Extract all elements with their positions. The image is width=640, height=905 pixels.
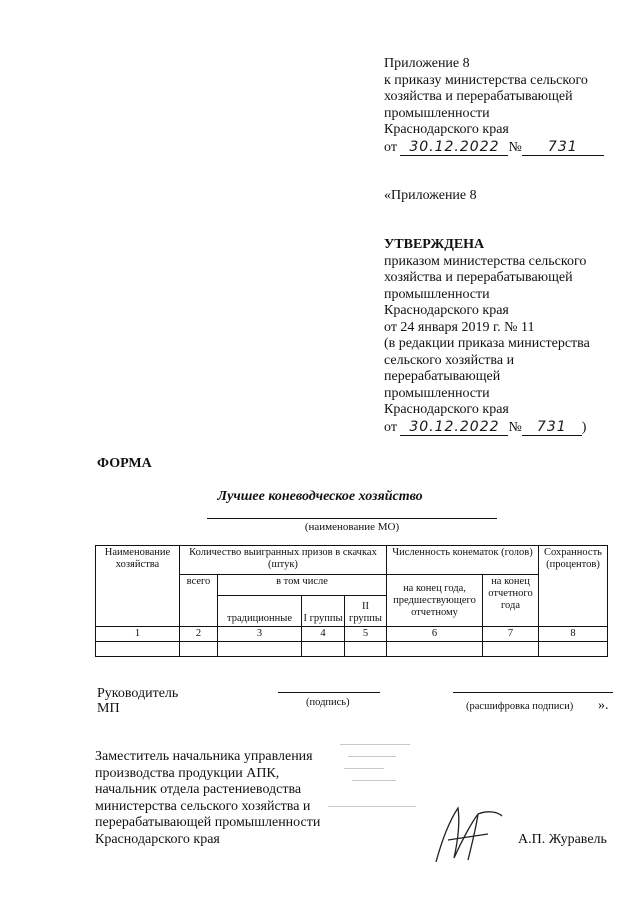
table-cell — [345, 642, 387, 657]
mo-caption: (наименование МО) — [304, 521, 400, 533]
approved-line: (в редакции приказа министерства — [384, 336, 590, 351]
header-herd: Численность конематок (голов) — [387, 546, 539, 575]
appendix-new-line: Краснодарского края — [384, 122, 509, 137]
approved-date-row — [384, 419, 590, 437]
approved-line: сельского хозяйства и — [384, 352, 515, 368]
table-row — [96, 642, 608, 657]
signature-caption: (подпись) — [306, 697, 350, 708]
appendix-new-line: хозяйства и перерабатывающей — [384, 89, 573, 104]
approved-line: от 24 января 2019 г. № 11 — [384, 319, 535, 335]
table-cell — [218, 642, 302, 657]
header-group2: II группы — [345, 596, 387, 627]
table-cell — [96, 642, 180, 657]
footer-line: начальник отдела растениеводства — [95, 782, 302, 797]
table-cell — [180, 642, 218, 657]
column-number: 7 — [483, 627, 539, 642]
appendix-old-label: «Приложение 8 — [384, 188, 477, 203]
footer-line: Заместитель начальника управления — [95, 749, 313, 764]
closing-quote: ». — [598, 698, 609, 713]
approved-line: хозяйства и перерабатывающей — [384, 270, 573, 285]
column-number: 5 — [345, 627, 387, 642]
approved-line: промышленности — [384, 286, 490, 302]
signature-line — [278, 692, 380, 693]
number-sign: № — [508, 419, 522, 435]
form-title: Лучшее коневодческое хозяйство — [217, 489, 423, 504]
closing-paren: ) — [581, 419, 587, 435]
form-table — [95, 545, 608, 657]
approved-line: приказом министерства сельского — [384, 253, 587, 269]
column-number: 2 — [180, 627, 218, 642]
handwritten-signature-mark — [428, 800, 508, 870]
column-number: 4 — [302, 627, 345, 642]
date-prefix: от — [384, 139, 397, 155]
header-total: всего — [180, 575, 218, 627]
header-traditional: традиционные — [218, 596, 302, 627]
header-end-report: на конец отчетного года — [483, 575, 539, 627]
decode-line — [453, 692, 613, 693]
head-label: Руководитель — [97, 686, 179, 701]
footer-line: перерабатывающей промышленности — [95, 815, 321, 830]
footer-line: Краснодарского края — [95, 831, 220, 847]
form-label: ФОРМА — [97, 456, 152, 471]
column-number: 8 — [539, 627, 608, 642]
footer-line: производства продукции АПК, — [95, 765, 280, 781]
approved-title: УТВЕРЖДЕНА — [384, 237, 485, 252]
table-number-row — [96, 627, 608, 642]
mo-name-line — [207, 518, 497, 519]
table-cell — [539, 642, 608, 657]
approved-line: перерабатывающей — [384, 369, 501, 384]
header-group1: I группы — [302, 596, 345, 627]
approved-line: Краснодарского края — [384, 402, 509, 417]
handwritten-date: 30.12.2022 — [400, 419, 508, 437]
handwritten-date: 30.12.2022 — [400, 139, 508, 157]
footer-block — [95, 749, 320, 848]
header-end-prev: на конец года, предшествующего отчетному — [387, 575, 483, 627]
appendix-new-line: Приложение 8 — [384, 56, 470, 71]
appendix-new-line: промышленности — [384, 105, 490, 121]
appendix-new-line: к приказу министерства сельского — [384, 72, 588, 88]
approved-block — [384, 237, 590, 436]
decode-caption: (расшифровка подписи) — [466, 701, 574, 712]
footer-line: министерства сельского хозяйства и — [95, 798, 311, 814]
table-cell — [302, 642, 345, 657]
appendix-new-date-row — [384, 139, 604, 157]
faint-stamp-marks — [318, 742, 418, 808]
appendix-new-block — [384, 56, 604, 156]
header-including: в том числе — [218, 575, 387, 596]
date-prefix: от — [384, 419, 397, 435]
number-sign: № — [508, 139, 522, 155]
table-cell — [483, 642, 539, 657]
table-header-row — [96, 546, 608, 575]
approved-line: промышленности — [384, 385, 490, 401]
handwritten-number: 731 — [522, 139, 604, 157]
column-number: 6 — [387, 627, 483, 642]
header-name: Наименование хозяйства — [96, 546, 180, 627]
approved-line: Краснодарского края — [384, 303, 509, 318]
signatory-name: А.П. Журавель — [518, 832, 607, 847]
column-number: 3 — [218, 627, 302, 642]
table-cell — [387, 642, 483, 657]
mp-label: МП — [97, 701, 120, 716]
handwritten-number: 731 — [522, 419, 582, 437]
header-safety: Сохранность (процентов) — [539, 546, 608, 627]
column-number: 1 — [96, 627, 180, 642]
header-prizes: Количество выигранных призов в скачках (штук) — [180, 546, 387, 575]
